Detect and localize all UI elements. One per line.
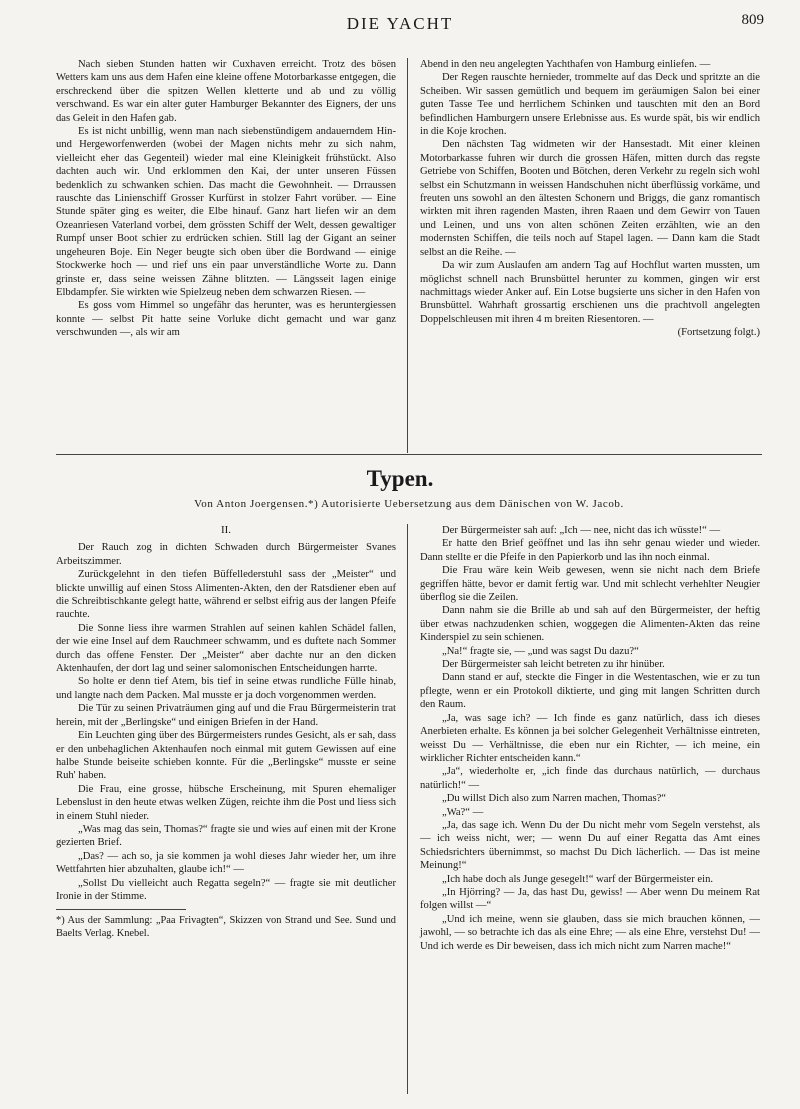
paragraph: „Ja“, wiederholte er, „ich finde das durchaus natürlich, — durchaus natürlich!“ —	[420, 766, 760, 791]
paragraph: Abend in den neu angelegten Yachthafen von Hamburg einliefen. —	[420, 59, 711, 70]
paragraph: „Und ich meine, wenn sie glauben, dass sie mich brauchen können, — jawohl, — so betrachte ich das als eine Ehre; — als eine Ehre, verstehst Du! — Und ich werde es Dir beweisen, dass ich mich nicht zum Narren mache!“	[420, 913, 760, 952]
paragraph: Der Bürgermeister sah auf: „Ich — nee, nicht das ich wüsste!“ —	[442, 525, 721, 536]
paragraph: „Na!“ fragte sie, — „und was sagst Du dazu?“	[442, 645, 639, 657]
section-divider	[56, 454, 762, 455]
paragraph: Er hatte den Brief geöffnet und las ihn sehr genau wieder und wieder. Dann stellte er die Pfeife in den Papierkorb und las ihn noch einmal.	[420, 538, 760, 563]
paragraph: „In Hjörring? — Ja, das hast Du, gewiss! — Aber wenn Du meinem Rat folgen willst —“	[420, 886, 760, 912]
paragraph: Die Frau wäre kein Weib gewesen, wenn sie nicht nach dem Briefe gegriffen hätte, bevor er damit fertig war. Und mit schlecht verhehlter Neugier überflog sie die Zeilen.	[420, 565, 760, 604]
paragraph: Zurückgelehnt in den tiefen Büffellederstuhl sass der „Meister“ und blickte unwillig auf einen Stoss Alimenten-Akten, den der Ratsdiener eben auf die Schreibtischkante gelegt hatte, während er selbst eifrig aus der langen Pfeife rauchte.	[56, 569, 396, 621]
page-number: 809	[741, 12, 764, 28]
column-divider	[407, 524, 408, 1094]
paragraph: „Du willst Dich also zum Narren machen, Thomas?“	[442, 793, 666, 805]
section-number: II.	[220, 524, 232, 536]
column-bottom-right	[420, 524, 760, 953]
paragraph: Es goss vom Himmel so ungefähr das herunter, was es heruntergiessen konnte — selbst Pit hatte seine Vorluke dicht gemacht und war ganz verschwunden —, als wir am	[56, 300, 396, 339]
column-divider	[407, 58, 408, 453]
paragraph: „Das? — ach so, ja sie kommen ja wohl dieses Jahr wieder her, um ihre Wettfahrten hier abzuhalten, glaube ich!“ —	[56, 850, 396, 876]
paragraph: Es ist nicht unbillig, wenn man nach siebenstündigem andauerndem Hin- und Hergeworfenwerden (wobei der Magen nichts mehr zu sich nahm, vielleicht eher das Gegenteil) wieder mal eine Kleinigkeit frühstückt. Also dachten auch wir. Und erklommen den Kai, der unter unseren Füssen bedenklich zu schwanken schien. Das macht die Gewohnheit. — Drraussen rauschte das Linienschiff Grosser Kurfürst in stolzer Fahrt vorüber. — Eine Stunde später ging es weiter, die Elbe hinauf. Ganz hart liefen wir an dem Ozeanriesen Vaterland vorbei, dem grössten Schiff der Welt, dessen gewaltiger Rumpf unser Boot schier zu erdrücken schien. Still lag der Gigant an seiner ungeheuren Boje. Ein Neger beugte sich oben über die Bordwand — einige Stockwerke hoch — und rief uns ein paar unverständliche Worte zu. Dann grinste er, dass seine weissen Zähne blitzten. — Längsseit lagen einige Elbdampfer. Sie wirkten wie Spielzeug neben dem schwarzen Riesen. —	[56, 126, 396, 298]
paragraph: Dann nahm sie die Brille ab und sah auf den Bürgermeister, der heftig über etwas nachzudenken schien, woggegen die Alimenten-Akten das reine Kinderspiel zu sein schienen.	[420, 605, 760, 644]
paragraph: Den nächsten Tag widmeten wir der Hansestadt. Mit einer kleinen Motorbarkasse fuhren wir durch die grossen Häfen, mitten durch das regste Getriebe von Schiffen, Booten und Bötchen, deren Verkehr zu regeln sich wohl selbst ein Schutzmann in weissen Handschuhen nicht überflüssig vorkäme, und freuten uns sowohl an den ältesten Schonern und Briggs, die ganz romantisch wirkten mit ihren ragenden Masten, ihren Raaen und dem Gewirr von Tauen und Leinen, und uns von alten schönen Zeiten erzählten, wie an den modernsten Schiffen, die teils noch auf Stapel lagen. — Dann kam die Stadt selbst an die Reihe. —	[420, 139, 760, 258]
paragraph: „Sollst Du vielleicht auch Regatta segeln?“ — fragte sie mit deutlicher Ironie in der Stimme.	[56, 877, 396, 902]
paragraph: Der Regen rauschte hernieder, trommelte auf das Deck und spritzte an die Scheiben. Wir sassen gemütlich und bequem im geräumigen Salon bei einer guten Tasse Tee und herrlichem Schinken und tauschten mit den an Bord befindlichen Hamburgern unsere Erlebnisse aus. Es wurde spät, bis wir endlich in die Koje krochen.	[420, 72, 760, 138]
column-top-left	[56, 58, 396, 340]
paragraph: Die Sonne liess ihre warmen Strahlen auf seinen kahlen Schädel fallen, der wie eine Insel auf dem Rauchmeer schwamm, und es duftete nach Sommer durch das offene Fenster. Der „Meister“ aber dachte nur an den dicken Aktenhaufen, der dort lag und seiner salomonischen Entscheidungen harrte.	[56, 622, 396, 675]
column-top-right	[420, 58, 760, 340]
paragraph: Da wir zum Auslaufen am andern Tag auf Hochflut warten mussten, um möglichst schnell nach Brunsbüttel herunter zu kommen, gingen wir erst nachmittags wieder Anker auf. Ein Lotse bugsierte uns sicher in den Hafen von Brunsbüttel. Wahrhaft grossartig erschienen uns die prachtvoll angelegten Doppelschleusen mit ihren 4 m breiten Riesentoren. —	[420, 260, 760, 325]
column-bottom-left	[56, 524, 396, 940]
footnote: *) Aus der Sammlung: „Paa Frivagten“, Skizzen von Strand und See. Sund und Baelts Verlag. Knebel.	[56, 915, 396, 940]
article-byline: Von Anton Joergensen.*) Autorisierte Uebersetzung aus dem Dänischen von W. Jacob.	[194, 498, 624, 510]
article-title: Typen.	[366, 466, 434, 491]
paragraph: „Ich habe doch als Junge gesegelt!“ warf der Bürgermeister ein.	[442, 873, 714, 885]
paragraph: Die Frau, eine grosse, hübsche Erscheinung, mit Spuren ehemaliger Lebenslust in den heute etwas welken Zügen, reichte ihm die Post und liess sich in einem Stuhl nieder.	[56, 783, 396, 822]
paragraph: Der Bürgermeister sah leicht betreten zu ihr hinüber.	[442, 659, 665, 671]
paragraph: Die Tür zu seinen Privaträumen ging auf und die Frau Bürgermeisterin trat herein, mit der „Berlingske“ und einigen Briefen in der Hand.	[56, 703, 396, 728]
paragraph: „Ja, das sage ich. Wenn Du der Du nicht mehr vom Segeln verstehst, als — ich weiss nicht, wer; — wenn Du auf einer Regatta das Amt eines Schiedsrichters übernimmst, so machst Du Dich lächerlich. — Das ist meine Meinung!“	[420, 819, 760, 872]
paragraph: Dann stand er auf, steckte die Finger in die Westentaschen, wie er zu tun pflegte, wenn er ein Protokoll diktierte, und ging mit langen Schritten durch den Raum.	[420, 672, 760, 711]
paragraph: Ein Leuchten ging über des Bürgermeisters rundes Gesicht, als er sah, dass er den unbehaglichen Aktenhaufen noch einmal mit gutem Gewissen auf eine halbe Stunde beiseite schieben konnte. Für die „Berlingske“ musste er seine Ruh' haben.	[56, 730, 396, 782]
paragraph: „Ja, was sage ich? — Ich finde es ganz natürlich, dass ich dieses Anerbieten erhalte. Es können ja bei solcher Gelegenheit Verhältnisse eintreten, weisst Du — Verhältnisse, die eben nur ein Richter, — ich meine, ein wirklicher Richter entscheiden kann.“	[420, 712, 760, 764]
continued-note: (Fortsetzung folgt.)	[677, 327, 760, 339]
paragraph: Nach sieben Stunden hatten wir Cuxhaven erreicht. Trotz des bösen Wetters kam uns aus dem Hafen eine kleine offene Motorbarkasse entgegen, die erschreckend über die spitzen Wellen kletterte und ab und zu völlig verschwand. Es war ein alter guter Hamburger Bekannter des Eigners, der uns das Geleit in den Hafen gab.	[56, 59, 396, 124]
paragraph: So holte er denn tief Atem, bis tief in seine etwas rundliche Fülle hinab, und langte nach dem Packen. Mal musste er ja doch vorgenommen werden.	[56, 676, 396, 701]
paragraph: Der Rauch zog in dichten Schwaden durch Bürgermeister Svanes Arbeitszimmer.	[56, 542, 396, 567]
footnote-rule	[56, 909, 186, 910]
running-header: DIE YACHT	[346, 14, 454, 33]
paragraph: „Was mag das sein, Thomas?“ fragte sie und wies auf einen mit der Krone gezierten Brief.	[56, 823, 396, 849]
paragraph: „Wa?“ —	[442, 806, 484, 818]
